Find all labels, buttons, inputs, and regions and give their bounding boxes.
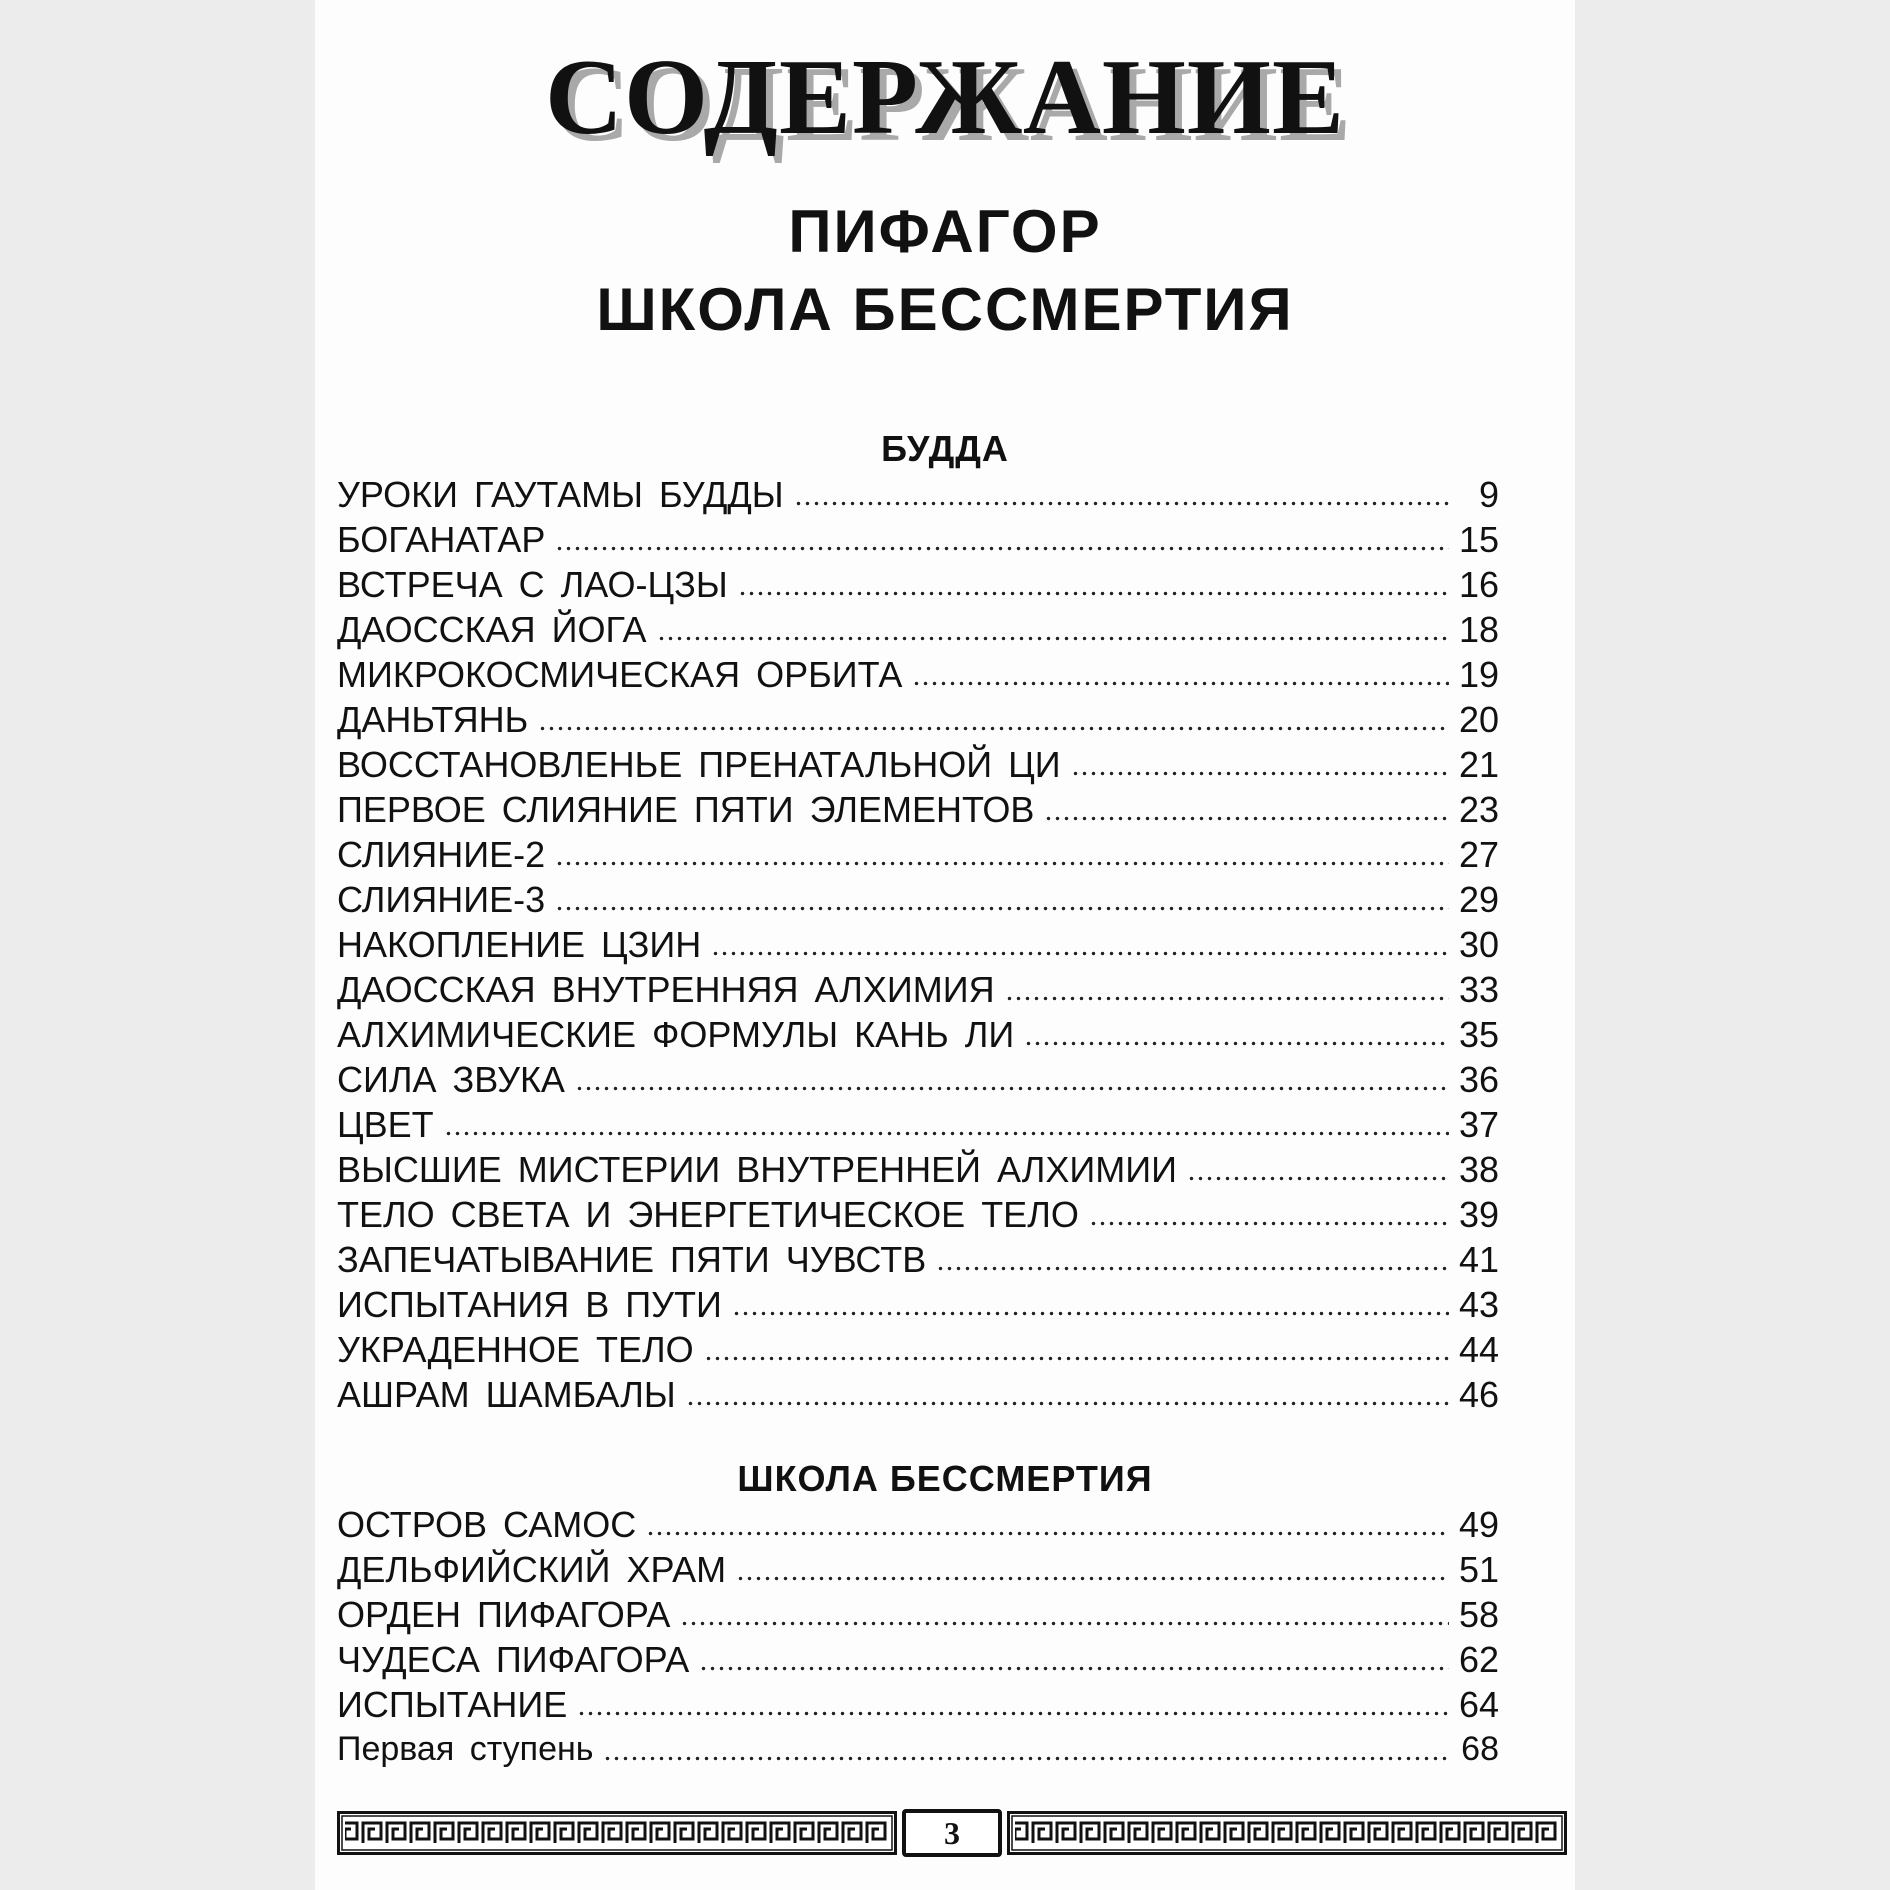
book-page (315, 0, 1575, 1890)
toc-entry-page: 15 (1458, 519, 1499, 560)
toc-entry-page: 23 (1458, 789, 1499, 830)
dot-leader (555, 861, 1449, 866)
toc-entry-label: МИКРОКОСМИЧЕСКАЯ ОРБИТА (337, 654, 903, 695)
toc-entry-page: 21 (1458, 744, 1499, 785)
toc-entry-page: 19 (1458, 654, 1499, 695)
toc-entry[interactable] (337, 1682, 1499, 1727)
toc-entry-label: ЧУДЕСА ПИФАГОРА (337, 1639, 690, 1680)
toc-entry-label: ИСПЫТАНИЯ В ПУТИ (337, 1284, 722, 1325)
toc-entry-label: ОСТРОВ САМОС (337, 1504, 637, 1545)
toc-entry[interactable] (337, 1102, 1499, 1147)
toc-entry-label: ТЕЛО СВЕТА И ЭНЕРГЕТИЧЕСКОЕ ТЕЛО (337, 1194, 1079, 1235)
dot-leader (1024, 1041, 1449, 1046)
dot-leader (657, 636, 1449, 641)
page-number: 3 (902, 1809, 1002, 1857)
dot-leader (1089, 1221, 1449, 1226)
toc-entry-label: СИЛА ЗВУКА (337, 1059, 565, 1100)
toc-entry-page: 38 (1458, 1149, 1499, 1190)
toc-entry-page: 49 (1458, 1504, 1499, 1545)
toc-entry-label: НАКОПЛЕНИЕ ЦЗИН (337, 924, 702, 965)
toc-entry-label: СЛИЯНИЕ-3 (337, 879, 546, 920)
dot-leader (538, 726, 1449, 731)
dot-leader (444, 1131, 1449, 1136)
dot-leader (646, 1531, 1449, 1536)
toc-entry-page: 64 (1458, 1684, 1499, 1725)
toc-entry[interactable] (337, 472, 1499, 517)
toc-entry-page: 33 (1458, 969, 1499, 1010)
toc-entry-page: 51 (1458, 1549, 1499, 1590)
toc-entry-label: ВЫСШИЕ МИСТЕРИИ ВНУТРЕННЕЙ АЛХИМИИ (337, 1149, 1178, 1190)
toc-entry[interactable] (337, 1282, 1499, 1327)
toc-entry[interactable] (337, 607, 1499, 652)
toc-entry-page: 9 (1478, 474, 1499, 515)
toc-entry-label: ПЕРВОЕ СЛИЯНИЕ ПЯТИ ЭЛЕМЕНТОВ (337, 789, 1035, 830)
toc-entry[interactable] (337, 742, 1499, 787)
dot-leader (738, 591, 1449, 596)
toc-entry-label: ДЕЛЬФИЙСКИЙ ХРАМ (337, 1549, 727, 1590)
page-footer (337, 1811, 1567, 1855)
dot-leader (577, 1711, 1449, 1716)
dot-leader (1071, 771, 1449, 776)
toc-entry-page: 30 (1458, 924, 1499, 965)
toc-entry-page: 39 (1458, 1194, 1499, 1235)
toc-entry-page: 44 (1458, 1329, 1499, 1370)
toc-entry-page: 46 (1458, 1374, 1499, 1415)
contents-heading: СОДЕРЖАНИЕ (545, 38, 1345, 157)
dot-leader (555, 546, 1449, 551)
toc-entry-page: 35 (1458, 1014, 1499, 1055)
toc-entry-label: ИСПЫТАНИЕ (337, 1684, 568, 1725)
greek-key-border-left (337, 1811, 897, 1855)
dot-leader (603, 1756, 1449, 1761)
toc-entry-label: ВОССТАНОВЛЕНЬЕ ПРЕНАТАЛЬНОЙ ЦИ (337, 744, 1061, 785)
toc-entry[interactable] (337, 922, 1499, 967)
toc-entry[interactable] (337, 562, 1499, 607)
toc-entry-page: 27 (1458, 834, 1499, 875)
toc-entry-label: УКРАДЕННОЕ ТЕЛО (337, 1329, 694, 1370)
dot-leader (912, 681, 1449, 686)
toc-entry-page: 43 (1458, 1284, 1499, 1325)
toc-entry-page: 37 (1458, 1104, 1499, 1145)
dot-leader (936, 1266, 1449, 1271)
toc-entry-page: 29 (1458, 879, 1499, 920)
toc-entry[interactable] (337, 1372, 1499, 1417)
dot-leader (1187, 1176, 1449, 1181)
toc-entry[interactable] (337, 697, 1499, 742)
toc-entry-label: ДАОССКАЯ ВНУТРЕННЯЯ АЛХИМИЯ (337, 969, 995, 1010)
dot-leader (699, 1666, 1449, 1671)
dot-leader (794, 501, 1449, 506)
toc-entry[interactable] (337, 652, 1499, 697)
toc-entry-label: БОГАНАТАР (337, 519, 546, 560)
dot-leader (736, 1576, 1449, 1581)
toc-entry-label: ЗАПЕЧАТЫВАНИЕ ПЯТИ ЧУВСТВ (337, 1239, 927, 1280)
toc-entry[interactable] (337, 1592, 1499, 1637)
toc-entry[interactable] (337, 1502, 1499, 1547)
dot-leader (575, 1086, 1449, 1091)
toc-entry[interactable] (337, 517, 1499, 562)
toc-entry-label: Первая ступень (337, 1730, 594, 1768)
toc-entry[interactable] (337, 1637, 1499, 1682)
dot-leader (711, 951, 1449, 956)
toc-entry-page: 20 (1458, 699, 1499, 740)
toc-entry-label: АШРАМ ШАМБАЛЫ (337, 1374, 676, 1415)
toc-entry-page: 18 (1458, 609, 1499, 650)
toc-entry[interactable] (337, 1237, 1499, 1282)
book-title-line-1: ПИФАГОР (788, 198, 1102, 265)
section-title-buddha: БУДДА (881, 428, 1009, 469)
toc-entry[interactable] (337, 1727, 1499, 1772)
dot-leader (555, 906, 1449, 911)
toc-entry[interactable] (337, 1547, 1499, 1592)
dot-leader (732, 1311, 1449, 1316)
toc-entry[interactable] (337, 1057, 1499, 1102)
toc-entry-page: 58 (1458, 1594, 1499, 1635)
dot-leader (1044, 816, 1449, 821)
toc-entry-label: ДАОССКАЯ ЙОГА (337, 609, 647, 650)
toc-entry-label: ОРДЕН ПИФАГОРА (337, 1594, 671, 1635)
dot-leader (1005, 996, 1449, 1001)
toc-entry[interactable] (337, 1012, 1499, 1057)
toc-entry-page: 68 (1461, 1730, 1499, 1768)
toc-entry[interactable] (337, 1147, 1499, 1192)
toc-entry-label: ДАНЬТЯНЬ (337, 699, 529, 740)
toc-entry[interactable] (337, 967, 1499, 1012)
dot-leader (686, 1401, 1449, 1406)
dot-leader (704, 1356, 1449, 1361)
toc-entry[interactable] (337, 1192, 1499, 1237)
toc-list-buddha (337, 472, 1499, 1417)
toc-entry-label: УРОКИ ГАУТАМЫ БУДДЫ (337, 474, 784, 515)
greek-key-border-right (1007, 1811, 1567, 1855)
section-title-immortality-school: ШКОЛА БЕССМЕРТИЯ (737, 1458, 1153, 1499)
toc-entry-page: 36 (1458, 1059, 1499, 1100)
toc-entry[interactable] (337, 1327, 1499, 1372)
toc-entry-label: АЛХИМИЧЕСКИЕ ФОРМУЛЫ КАНЬ ЛИ (337, 1014, 1015, 1055)
book-title-line-2: ШКОЛА БЕССМЕРТИЯ (596, 276, 1294, 343)
toc-entry-label: СЛИЯНИЕ-2 (337, 834, 546, 875)
toc-entry[interactable] (337, 787, 1499, 832)
toc-entry[interactable] (337, 877, 1499, 922)
toc-entry-page: 16 (1458, 564, 1499, 605)
toc-entry-label: ВСТРЕЧА С ЛАО-ЦЗЫ (337, 564, 728, 605)
toc-entry-page: 62 (1458, 1639, 1499, 1680)
toc-list-immortality-school (337, 1502, 1499, 1772)
toc-entry[interactable] (337, 832, 1499, 877)
toc-entry-label: ЦВЕТ (337, 1104, 434, 1145)
dot-leader (680, 1621, 1449, 1626)
toc-entry-page: 41 (1458, 1239, 1499, 1280)
